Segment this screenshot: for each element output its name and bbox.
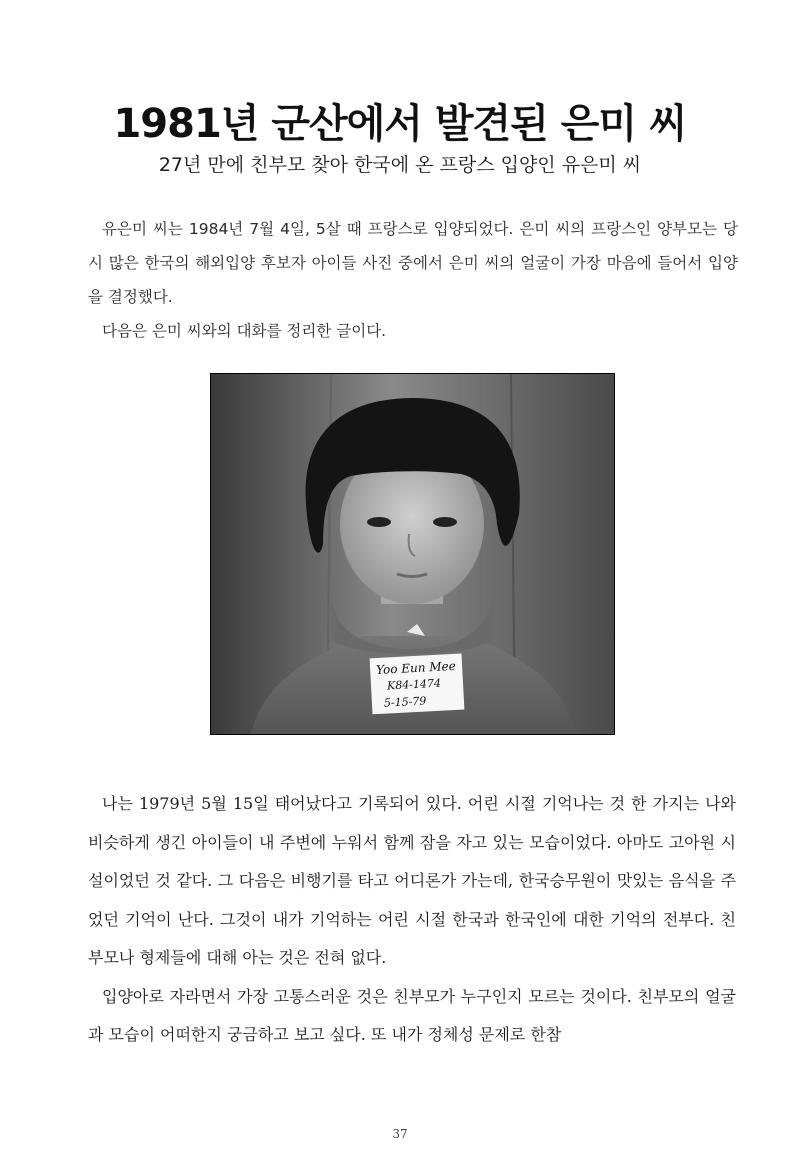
child-photo <box>210 373 615 735</box>
name-tag-line: 5-15-79 <box>383 694 427 710</box>
intro-section <box>88 212 738 348</box>
name-tag-line: Yoo Eun Mee <box>375 658 457 678</box>
page-number: 37 <box>392 1127 408 1141</box>
body-paragraph: 입양아로 자라면서 가장 고통스러운 것은 친부모가 누구인지 모르는 것이다. 친부모의 얼굴과 모습이 어떠한지 궁금하고 보고 싶다. 또 내가 정체성 문제로 한참 <box>88 986 736 1044</box>
name-tag-line: K84-1474 <box>386 676 442 693</box>
article-title: 1981년 군산에서 발견된 은미 씨 <box>113 101 687 147</box>
intro-paragraph: 유은미 씨는 1984년 7월 4일, 5살 때 프랑스로 입양되었다. 은미 씨의 프랑스인 양부모는 당시 많은 한국의 해외입양 후보자 아이들 사진 중에서 은미 씨의 얼굴이 가장 마음에 들어서 입양을 결정했다. <box>88 220 738 306</box>
body-section <box>88 785 736 1055</box>
body-paragraph: 나는 1979년 5월 15일 태어났다고 기록되어 있다. 어린 시절 기억나는 것 한 가지는 나와 비슷하게 생긴 아이들이 내 주변에 누워서 함께 잠을 자고 있는 모습이었다. 아마도 고아원 시설이었던 것 같다. 그 다음은 비행기를 타고 어디론가 가는데, 한국승무원이 맛있는 음식을 주었던 기억이 난다. 그것이 내가 기억하는 어린 시절 한국과 한국인에 대한 기억의 전부다. 친부모나 형제들에 대해 아는 것은 전혀 없다. <box>88 794 736 967</box>
intro-paragraph: 다음은 은미 씨와의 대화를 정리한 글이다. <box>102 322 387 340</box>
article-subtitle: 27년 만에 친부모 찾아 한국에 온 프랑스 입양인 유은미 씨 <box>158 154 642 176</box>
